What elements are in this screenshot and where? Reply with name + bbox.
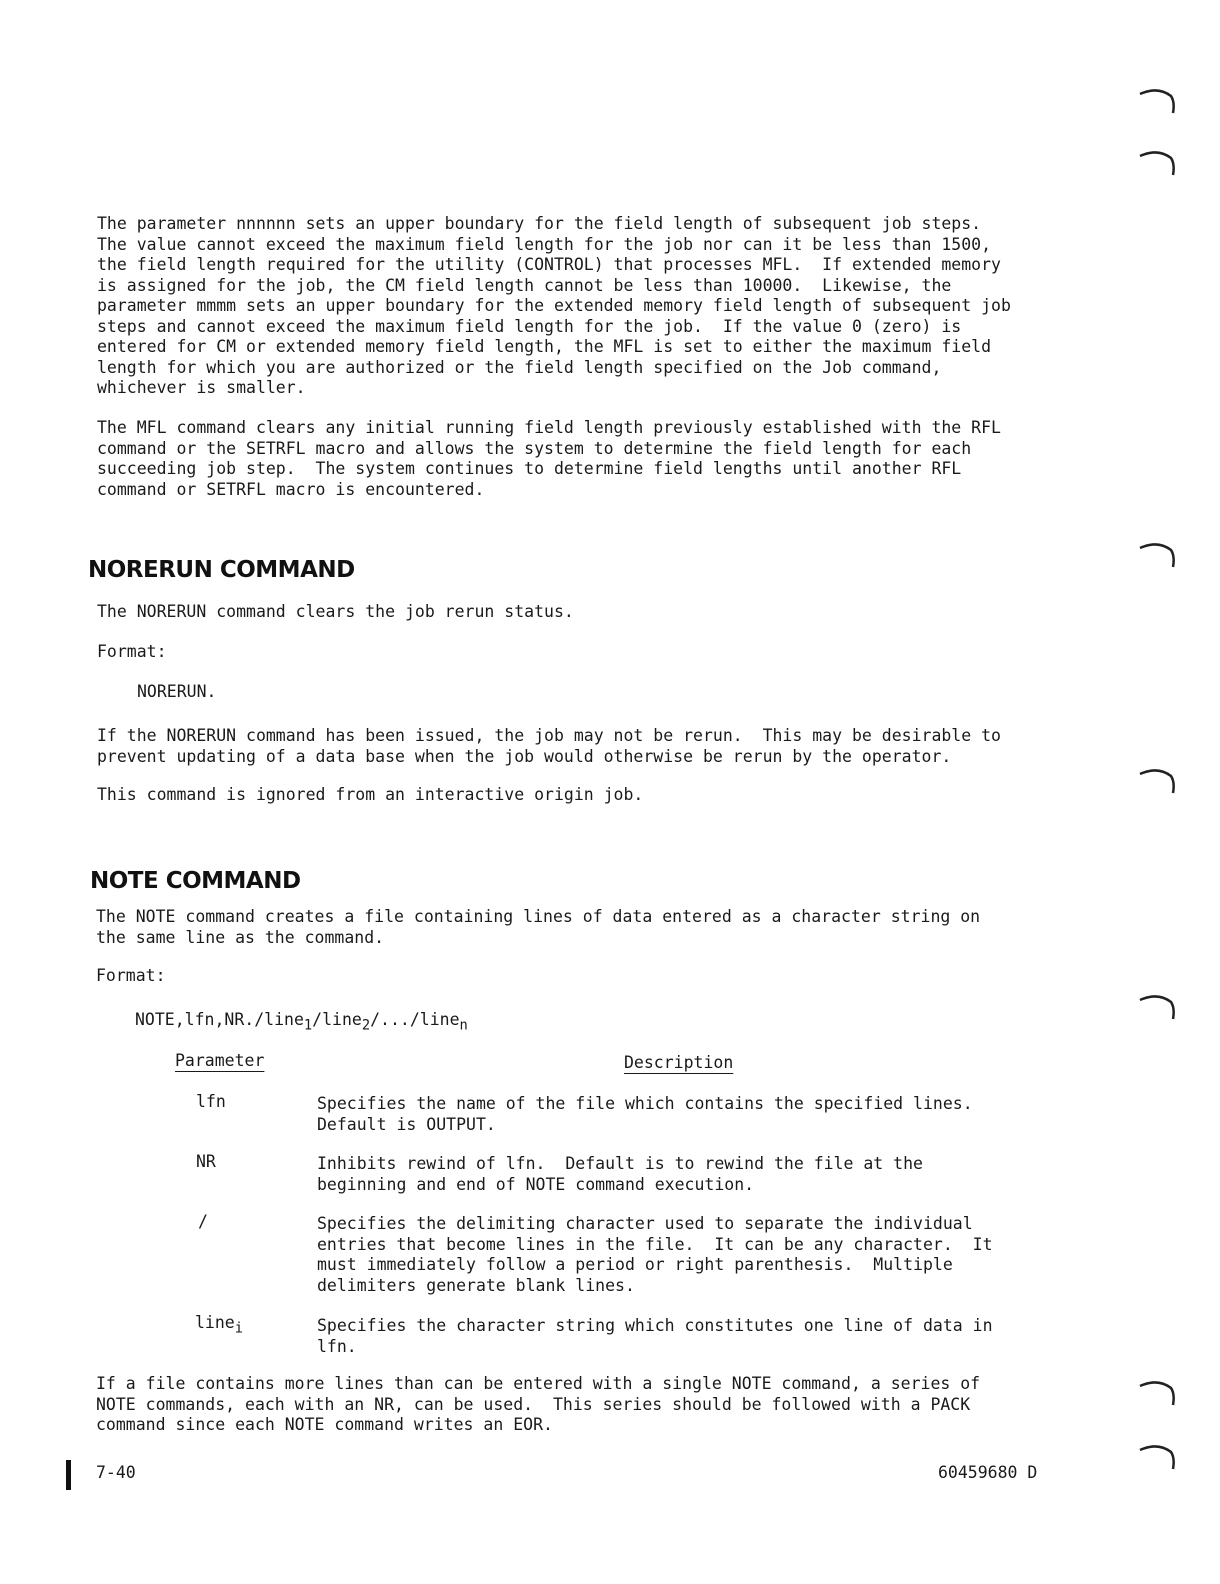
- norerun-rerun-paragraph: [97, 726, 1057, 767]
- param-name-subscript: i: [234, 1320, 244, 1337]
- text-line: succeeding job step. The system continues to determine field lengths until another RFL: [97, 459, 962, 478]
- param-description: [317, 1154, 1037, 1195]
- norerun-intro: The NORERUN command clears the job rerun status.: [97, 602, 574, 621]
- text-line: command since each NOTE command writes an EOR.: [96, 1415, 553, 1434]
- note-closing-paragraph: [96, 1374, 1056, 1436]
- mfl-clears-paragraph: [97, 418, 1057, 500]
- text-line: steps and cannot exceed the maximum field length for the job. If the value 0 (zero) is: [97, 316, 962, 336]
- text-line: lfn.: [317, 1336, 357, 1356]
- table-header-description: Description: [624, 1053, 734, 1072]
- norerun-format: NORERUN.: [137, 682, 217, 701]
- binder-hole-mark: [1138, 1378, 1178, 1406]
- text-line: beginning and end of NOTE command execution.: [317, 1174, 755, 1194]
- text-line: The value cannot exceed the maximum field length for the job nor can it be less than 1500,: [97, 234, 992, 254]
- text-line: Default is OUTPUT.: [317, 1114, 496, 1134]
- binder-hole-mark: [1138, 766, 1178, 794]
- text-line: If a file contains more lines than can be entered with a single NOTE command, a series of: [96, 1374, 981, 1393]
- document-id: 60459680 D: [938, 1463, 1038, 1482]
- text-line: entries that become lines in the file. It can be any character. It: [317, 1234, 993, 1254]
- table-header-parameter: Parameter: [175, 1051, 265, 1070]
- param-name: NR: [196, 1152, 216, 1171]
- text-line: parameter mmmm sets an upper boundary for the extended memory field length of subsequent job: [97, 296, 1011, 315]
- note-heading: NOTE COMMAND: [90, 868, 301, 894]
- binder-hole-mark: [1138, 992, 1178, 1020]
- text-line: command or SETRFL macro is encountered.: [97, 479, 485, 499]
- note-intro: [96, 907, 1056, 948]
- mfl-parameter-paragraph: [97, 214, 1057, 399]
- binder-hole-mark: [1138, 1442, 1178, 1470]
- text-line: The MFL command clears any initial running field length previously established with the RFL: [97, 418, 1001, 437]
- text-line: Specifies the delimiting character used to separate the individual: [317, 1214, 973, 1233]
- text-line: NOTE commands, each with an NR, can be used. This series should be followed with a PACK: [96, 1394, 971, 1414]
- param-description: [317, 1094, 1037, 1135]
- text-line: Inhibits rewind of lfn. Default is to rewind the file at the: [317, 1154, 923, 1173]
- format-part: NOTE,lfn,NR./line: [135, 1010, 304, 1029]
- text-line: entered for CM or extended memory field length, the MFL is set to either the maximum field: [97, 337, 992, 356]
- page-number: 7-40: [96, 1463, 136, 1482]
- text-line: must immediately follow a period or right parenthesis. Multiple: [317, 1255, 953, 1274]
- text-line: delimiters generate blank lines.: [317, 1275, 635, 1295]
- binder-hole-mark: [1138, 540, 1178, 568]
- text-line: the same line as the command.: [96, 927, 385, 947]
- text-line: the field length required for the utility (CONTROL) that processes MFL. If extended memory: [97, 255, 1001, 274]
- text-line: length for which you are authorized or the field length specified on the Job command,: [97, 357, 942, 377]
- format-subscript: n: [459, 1017, 468, 1034]
- note-format-label: Format:: [96, 966, 166, 985]
- param-name-text: line: [195, 1313, 235, 1332]
- param-description: [317, 1214, 1037, 1296]
- text-line: The NOTE command creates a file containing lines of data entered as a character string on: [96, 907, 981, 926]
- format-subscript: 2: [361, 1017, 371, 1034]
- text-line: Specifies the character string which constitutes one line of data in: [317, 1316, 993, 1335]
- format-part: /line: [312, 1010, 362, 1029]
- format-subscript: 1: [303, 1017, 313, 1034]
- param-description: [317, 1316, 1037, 1357]
- text-line: Specifies the name of the file which contains the specified lines.: [317, 1094, 973, 1113]
- note-format-syntax: [135, 1010, 468, 1036]
- text-line: prevent updating of a data base when the job would otherwise be rerun by the operator.: [97, 746, 952, 766]
- text-line: whichever is smaller.: [97, 378, 306, 397]
- binder-hole-mark: [1138, 86, 1178, 114]
- text-line: is assigned for the job, the CM field length cannot be less than 10000. Likewise, the: [97, 275, 952, 295]
- text-line: If the NORERUN command has been issued, the job may not be rerun. This may be desirable to: [97, 726, 1001, 745]
- format-part: /.../line: [370, 1010, 460, 1029]
- norerun-heading: NORERUN COMMAND: [88, 557, 355, 583]
- norerun-interactive-note: This command is ignored from an interactive origin job.: [97, 785, 644, 804]
- change-bar: [66, 1460, 71, 1490]
- norerun-format-label: Format:: [97, 642, 167, 661]
- param-name: /: [198, 1212, 208, 1231]
- text-line: command or the SETRFL macro and allows the system to determine the field length for each: [97, 438, 972, 458]
- text-line: The parameter nnnnnn sets an upper boundary for the field length of subsequent job steps.: [97, 214, 982, 233]
- param-name: [195, 1313, 243, 1339]
- param-name: lfn: [196, 1092, 226, 1111]
- binder-hole-mark: [1138, 148, 1178, 176]
